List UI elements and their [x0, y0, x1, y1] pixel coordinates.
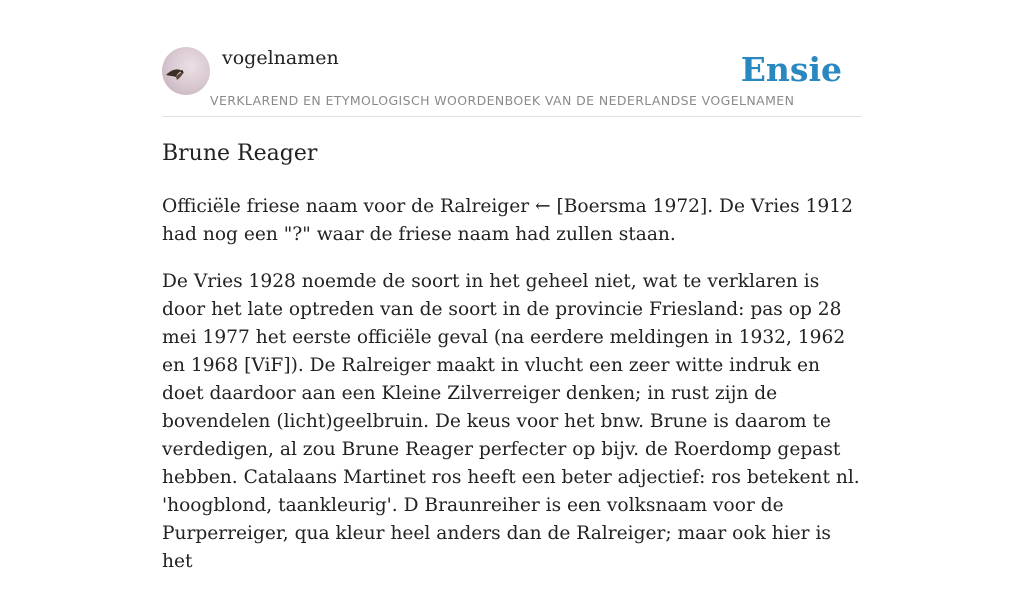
- article: [162, 138, 862, 595]
- article-paragraph: De Vries 1928 noemde de soort in het geheel niet, wat te verklaren is door het late optreden van de soort in de provincie Friesland: pas op 28 mei 1977 het eerste officiële geval (na eerdere meldingen in 1932, 1962 en 1968 [ViF]). De Ralreiger maakt in vlucht een zeer witte indruk en doet daardoor aan een Kleine Zilverreiger denken; in rust zijn de bovendelen (licht)geelbruin. De keus voor het bnw. Brune is daarom te verdedigen, al zou Brune Reager perfecter op bijv. de Roerdomp gepast hebben. Catalaans Martinet ros heeft een beter adjectief: ros betekent nl. 'hoogblond, taankleurig'. D Braunreiher is een volksnaam voor de Purperreiger, qua kleur heel anders dan de Ralreiger; maar ook hier is het: [162, 271, 860, 572]
- brand-logo[interactable]: Ensie: [740, 50, 842, 89]
- site-name[interactable]: vogelnamen: [222, 47, 339, 69]
- bird-avatar-icon: [162, 47, 210, 95]
- page-title: Brune Reager: [162, 141, 318, 166]
- site-tagline: VERKLAREND EN ETYMOLOGISCH WOORDENBOEK VAN DE NEDERLANDSE VOGELNAMEN: [210, 93, 795, 108]
- avatar[interactable]: [162, 47, 210, 95]
- article-paragraph: Officiële friese naam voor de Ralreiger ← [Boersma 1972]. De Vries 1912 had nog een "?" waar de friese naam had zullen staan.: [162, 196, 853, 245]
- site-header: [162, 0, 862, 117]
